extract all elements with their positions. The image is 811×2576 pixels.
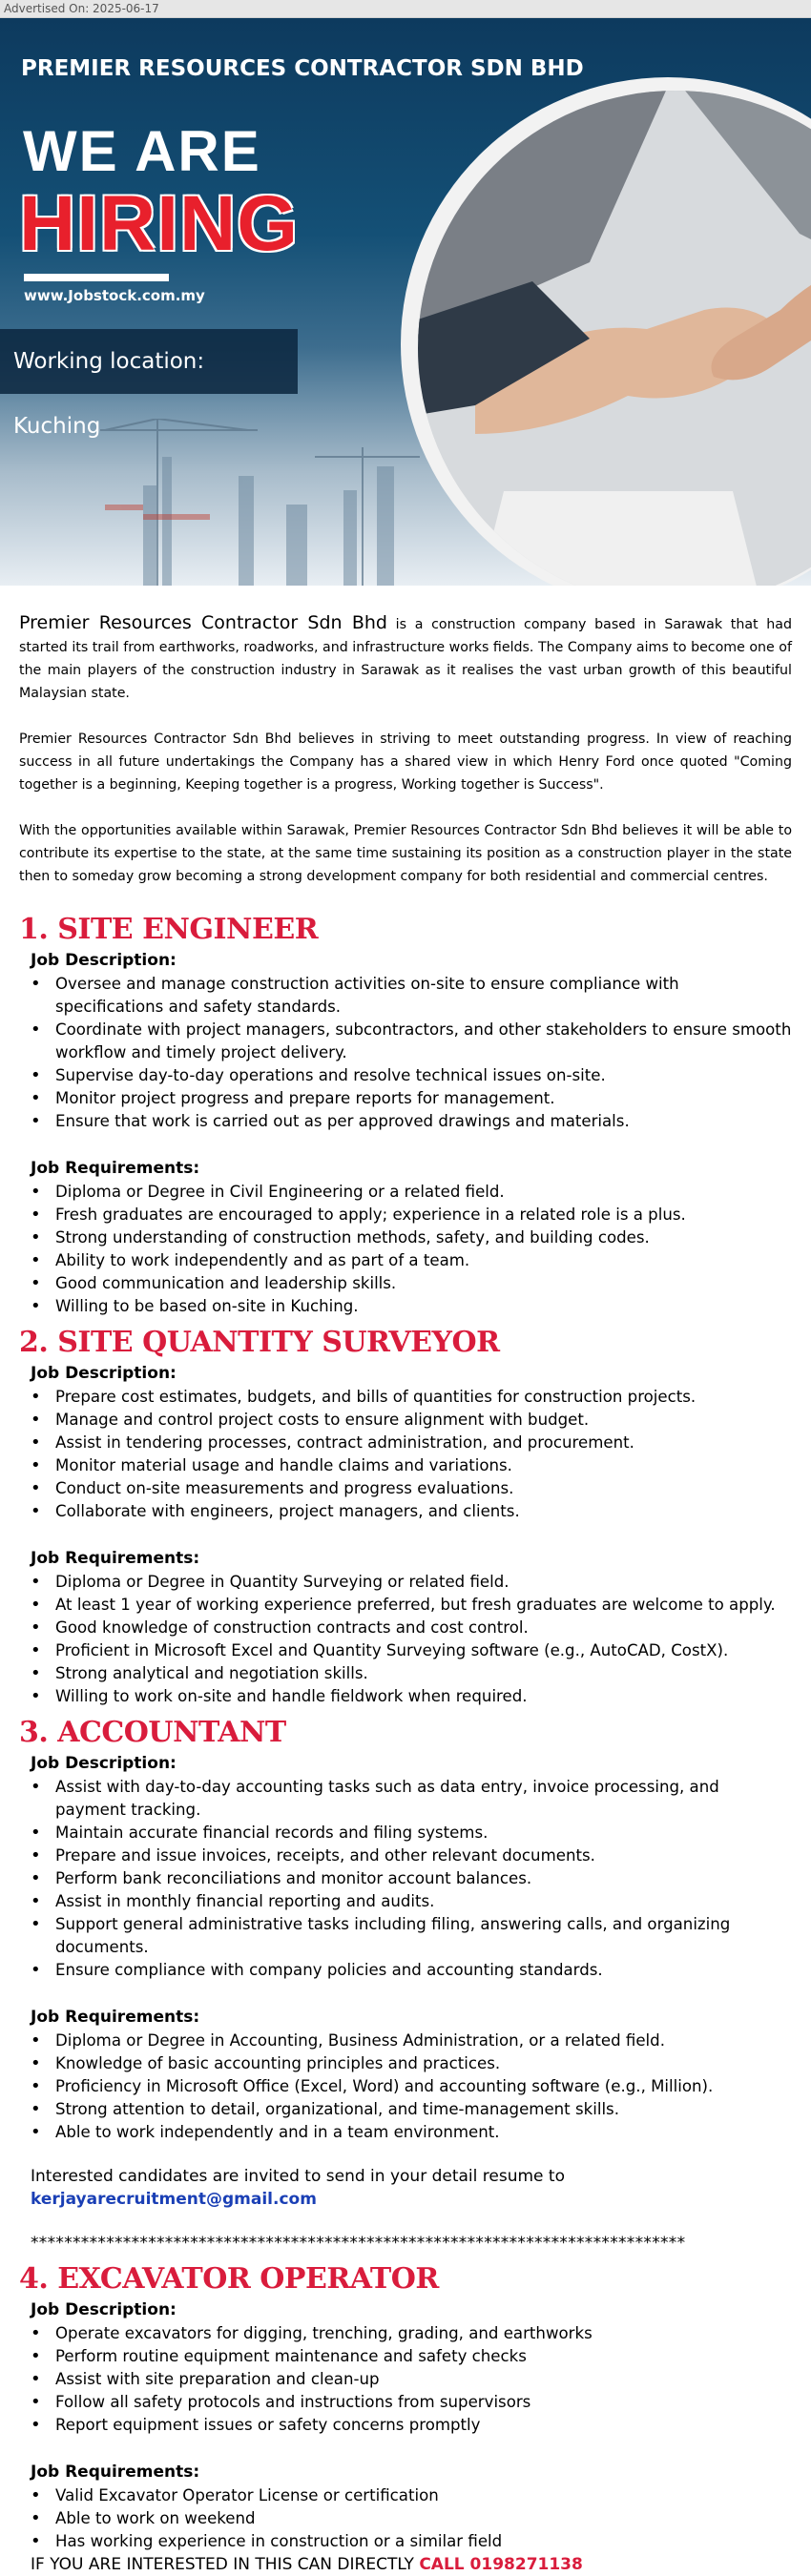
- job-requirement-item: • Able to work independently and in a team environment.: [31, 2121, 792, 2144]
- job-description-item: • Prepare and issue invoices, receipts, and other relevant documents.: [31, 1844, 792, 1867]
- spacer: [19, 1133, 792, 1156]
- job-description-item: • Ensure that work is carried out as per approved drawings and materials.: [31, 1110, 792, 1133]
- spacer: [19, 1523, 792, 1546]
- intro-paragraph-1-text: is a construction company based in Sarawak that had started its trail from earthworks, roadworks, and infrastructure works fields. The Company aims to become one of the main players of the construction industry in Sarawak as it realises the vast urban growth of this beautiful Malaysian state.: [19, 617, 792, 701]
- job-requirements-list: [19, 2484, 792, 2553]
- job-requirements-label: Job Requirements:: [31, 1549, 200, 1568]
- we-are-heading: WE ARE: [23, 119, 261, 183]
- job-description-item: • Support general administrative tasks including filing, answering calls, and organizing documents.: [31, 1913, 792, 1959]
- job-section-2: [19, 1324, 792, 1708]
- job-description-item: • Monitor material usage and handle claims and variations.: [31, 1454, 792, 1477]
- advertised-date: Advertised On: 2025-06-17: [0, 0, 811, 18]
- job-section-3: [19, 1714, 792, 2255]
- job-extra: [19, 2165, 792, 2255]
- job-description-item: • Coordinate with project managers, subcontractors, and other stakeholders to ensure smooth workflow and timely project delivery.: [31, 1019, 792, 1064]
- job-requirement-item: • Has working experience in construction or a similar field: [31, 2530, 792, 2553]
- job-description-item: • Report equipment issues or safety concerns promptly: [31, 2414, 792, 2437]
- job-requirement-item: • At least 1 year of working experience preferred, but fresh graduates are welcome to apply.: [31, 1594, 792, 1617]
- call-text: IF YOU ARE INTERESTED IN THIS CAN DIRECTLY: [31, 2555, 420, 2574]
- job-description-label: Job Description:: [31, 1364, 177, 1383]
- job-description-item: • Perform routine equipment maintenance and safety checks: [31, 2345, 792, 2368]
- job-description-list: [19, 973, 792, 1133]
- job-description-label: Job Description:: [31, 1754, 177, 1773]
- job-requirements-list: [19, 1181, 792, 1318]
- apply-text: Interested candidates are invited to send in your detail resume to: [31, 2167, 565, 2186]
- job-section-1: [19, 911, 792, 1318]
- job-section-4: [19, 2260, 792, 2576]
- intro-paragraph-3: With the opportunities available within Sarawak, Premier Resources Contractor Sdn Bhd believes it will be able to contribute its expertise to the state, at the same time sustaining its position as a construction player in the state then to someday grow becoming a strong development company for both residential and commercial centres.: [19, 823, 792, 884]
- job-description-item: • Assist in monthly financial reporting and audits.: [31, 1890, 792, 1913]
- job-requirement-item: • Diploma or Degree in Civil Engineering or a related field.: [31, 1181, 792, 1204]
- working-location-badge: Working location: Kuching: [0, 329, 298, 394]
- job-requirement-item: • Strong attention to detail, organizational, and time-management skills.: [31, 2098, 792, 2121]
- call-phone-link[interactable]: CALL 0198271138: [419, 2555, 583, 2574]
- intro-paragraph-2: Premier Resources Contractor Sdn Bhd believes in striving to meet outstanding progress. In view of reaching success in all future undertakings the Company has a shared view in which Henry Ford once quoted "Coming together is a beginning, Keeping together is a progress, Working together is Success".: [19, 732, 792, 793]
- job-requirements-label: Job Requirements:: [31, 2008, 200, 2027]
- hero-company-name: PREMIER RESOURCES CONTRACTOR SDN BHD: [21, 56, 584, 81]
- job-requirement-item: • Willing to be based on-site in Kuching.: [31, 1295, 792, 1318]
- job-requirements-label: Job Requirements:: [31, 1159, 200, 1178]
- job-title: 3. ACCOUNTANT: [19, 1716, 286, 1749]
- job-requirements-list: [19, 1571, 792, 1708]
- separator-line: ******************************************************************************: [31, 2234, 686, 2253]
- job-requirement-item: • Diploma or Degree in Accounting, Business Administration, or a related field.: [31, 2030, 792, 2052]
- intro-company-name: Premier Resources Contractor Sdn Bhd: [19, 612, 387, 633]
- job-description-label: Job Description:: [31, 2300, 177, 2319]
- job-description-item: • Collaborate with engineers, project managers, and clients.: [31, 1500, 792, 1523]
- job-requirement-item: • Strong analytical and negotiation skills.: [31, 1662, 792, 1685]
- job-requirement-item: • Ability to work independently and as part of a team.: [31, 1249, 792, 1272]
- job-requirement-item: • Proficiency in Microsoft Office (Excel, Word) and accounting software (e.g., Million).: [31, 2075, 792, 2098]
- intro-paragraph-1: [19, 611, 792, 705]
- job-requirement-item: • Diploma or Degree in Quantity Surveying or related field.: [31, 1571, 792, 1594]
- hiring-heading: HIRING: [19, 180, 299, 267]
- job-description-item: • Operate excavators for digging, trenching, grading, and earthworks: [31, 2322, 792, 2345]
- job-description-item: • Assist with day-to-day accounting tasks such as data entry, invoice processing, and payment tracking.: [31, 1776, 792, 1822]
- handshake-photo: [418, 91, 811, 586]
- call-instructions: [19, 2553, 792, 2576]
- apply-instructions: [19, 2165, 792, 2211]
- job-description-item: • Ensure compliance with company policies and accounting standards.: [31, 1959, 792, 1982]
- website-link[interactable]: www.Jobstock.com.my: [24, 287, 205, 304]
- job-ad-body: [0, 586, 811, 2576]
- job-description-label: Job Description:: [31, 951, 177, 970]
- spacer: [19, 1982, 792, 2005]
- job-requirement-item: • Able to work on weekend: [31, 2507, 792, 2530]
- job-requirement-item: • Fresh graduates are encouraged to apply; experience in a related role is a plus.: [31, 1204, 792, 1226]
- job-description-item: • Assist with site preparation and clean-up: [31, 2368, 792, 2391]
- job-description-list: [19, 1776, 792, 1982]
- job-title: 4. EXCAVATOR OPERATOR: [19, 2262, 439, 2296]
- job-list: [19, 911, 792, 2576]
- apply-email-link[interactable]: kerjayarecruitment@gmail.com: [31, 2190, 317, 2209]
- job-description-item: • Prepare cost estimates, budgets, and bills of quantities for construction projects.: [31, 1386, 792, 1409]
- job-extra: [19, 2553, 792, 2576]
- job-requirement-item: • Valid Excavator Operator License or certification: [31, 2484, 792, 2507]
- job-description-item: • Follow all safety protocols and instructions from supervisors: [31, 2391, 792, 2414]
- job-requirement-item: • Proficient in Microsoft Excel and Quantity Surveying software (e.g., AutoCAD, CostX).: [31, 1639, 792, 1662]
- job-description-item: • Perform bank reconciliations and monitor account balances.: [31, 1867, 792, 1890]
- job-description-list: [19, 1386, 792, 1523]
- job-description-item: • Supervise day-to-day operations and resolve technical issues on-site.: [31, 1064, 792, 1087]
- hero-banner: [0, 18, 811, 586]
- job-description-item: • Manage and control project costs to ensure alignment with budget.: [31, 1409, 792, 1432]
- job-requirement-item: • Good communication and leadership skills.: [31, 1272, 792, 1295]
- job-description-item: • Oversee and manage construction activities on-site to ensure compliance with specifications and safety standards.: [31, 973, 792, 1019]
- job-description-item: • Maintain accurate financial records and filing systems.: [31, 1822, 792, 1844]
- job-requirement-item: • Strong understanding of construction methods, safety, and building codes.: [31, 1226, 792, 1249]
- spacer: [19, 2437, 792, 2460]
- job-title: 1. SITE ENGINEER: [19, 913, 319, 946]
- job-requirements-label: Job Requirements:: [31, 2463, 200, 2482]
- job-title: 2. SITE QUANTITY SURVEYOR: [19, 1326, 500, 1359]
- divider: [24, 274, 169, 281]
- job-description-item: • Monitor project progress and prepare reports for management.: [31, 1087, 792, 1110]
- handshake-icon: [418, 91, 811, 586]
- job-description-item: • Assist in tendering processes, contract administration, and procurement.: [31, 1432, 792, 1454]
- job-requirement-item: • Knowledge of basic accounting principles and practices.: [31, 2052, 792, 2075]
- job-requirements-list: [19, 2030, 792, 2144]
- job-requirement-item: • Good knowledge of construction contracts and cost control.: [31, 1617, 792, 1639]
- job-description-list: [19, 2322, 792, 2437]
- job-description-item: • Conduct on-site measurements and progress evaluations.: [31, 1477, 792, 1500]
- job-requirement-item: • Willing to work on-site and handle fieldwork when required.: [31, 1685, 792, 1708]
